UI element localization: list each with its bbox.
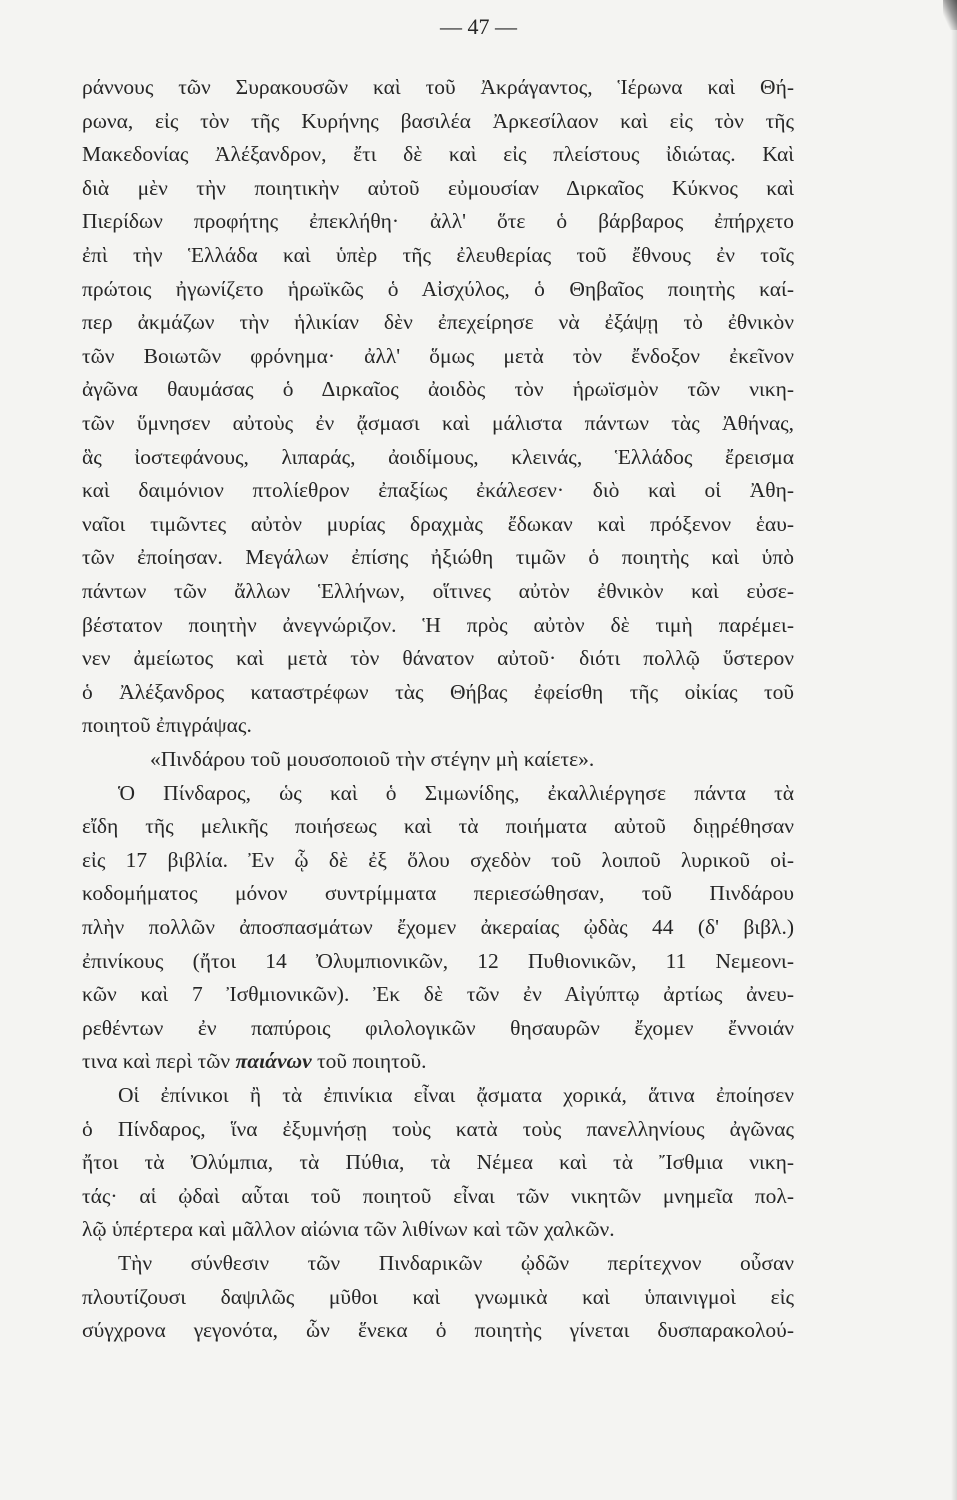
text-line: ὁ Ἀλέξανδρος καταστρέφων τὰς Θήβας ἐφείσθη τῆς οἰκίας τοῦ — [82, 679, 794, 704]
text-line: πάντων τῶν ἄλλων Ἑλλήνων, οἵτινες αὐτὸν ἐθνικὸν καὶ εὐσε- — [82, 579, 794, 603]
text-span: τινα καὶ περὶ τῶν — [82, 1049, 236, 1074]
text-line: εἰς 17 βιβλία. Ἐν ᾧ δὲ ἐξ ὅλου σχεδὸν τοῦ λοιποῦ λυρικοῦ οἰ- — [82, 847, 794, 872]
text-line: Οἱ ἐπίνικοι ἢ τὰ ἐπινίκια εἶναι ᾄσματα χορικά, ἅτινα ἐποίησεν — [118, 1083, 794, 1107]
text-line: ἐπινίκους (ἤτοι 14 Ὀλυμπιονικῶν, 12 Πυθιονικῶν, 11 Νεμεονι- — [82, 948, 794, 973]
text-line: ἃς ἰοστεφάνους, λιπαράς, ἀοιδίμους, κλεινάς, Ἑλλάδος ἔρεισμα — [82, 444, 794, 469]
text-line: Τὴν σύνθεσιν τῶν Πινδαρικῶν ᾠδῶν περίτεχνον οὖσαν — [118, 1251, 794, 1275]
text-line: Μακεδονίας Ἀλέξανδρον, ἔτι δὲ καὶ εἰς πλείστους ἰδιώτας. Καὶ — [82, 142, 794, 167]
text-line: ἀγῶνα θαυμάσας ὁ Διρκαῖος ἀοιδὸς τὸν ἡρωϊσμὸν τῶν νικη- — [82, 377, 794, 402]
text-line — [82, 1045, 794, 1077]
text-line: λῷ ὑπέρτερα καὶ μᾶλλον αἰώνια τῶν λιθίνων καὶ τῶν χαλκῶν. — [82, 1217, 615, 1242]
text-line: ποιητοῦ ἐπιγράψας. — [82, 713, 252, 738]
text-line: περ ἀκμάζων τὴν ἡλικίαν δὲν ἐπεχείρησε νὰ ἐξάψῃ τὸ ἐθνικὸν — [82, 310, 794, 335]
text-line: ρωνα, εἰς τὸν τῆς Κυρήνης βασιλέα Ἀρκεσίλαον καὶ εἰς τὸν τῆς — [82, 108, 794, 133]
text-line: ὁ Πίνδαρος, ἵνα ἐξυμνήσῃ τοὺς κατὰ τοὺς πανελληνίους ἀγῶνας — [82, 1116, 794, 1141]
text-line: βέστατον ποιητὴν ἀνεγνώριζον. Ἡ πρὸς αὐτὸν δὲ τιμὴ παρέμει- — [82, 612, 794, 637]
text-line: καὶ δαιμόνιον πτολίεθρον ἐπαξίως ἐκάλεσεν· διὸ καὶ οἱ Ἀθη- — [82, 478, 794, 503]
text-line: νεν ἀμείωτος καὶ μετὰ τὸν θάνατον αὐτοῦ· διότι πολλῷ ὕστερον — [82, 646, 794, 671]
text-line: τῶν ἐποίησαν. Μεγάλων ἐπίσης ἠξιώθη τιμῶν ὁ ποιητὴς καὶ ὑπὸ — [82, 545, 794, 570]
emphasized-word: παιάνων — [235, 1049, 312, 1074]
text-line: σύγχρονα γεγονότα, ὧν ἕνεκα ὁ ποιητὴς γίνεται δυσπαρακολού- — [82, 1318, 794, 1343]
text-line: ρεθέντων ἐν παπύροις φιλολογικῶν θησαυρῶν ἔχομεν ἔννοιάν — [82, 1015, 794, 1040]
text-line: κῶν καὶ 7 Ἰσθμιονικῶν). Ἐκ δὲ τῶν ἐν Αἰγύπτῳ ἀρτίως ἀνευ- — [82, 982, 794, 1007]
text-line: διὰ μὲν τὴν ποιητικὴν αὐτοῦ εὐμουσίαν Διρκαῖος Κύκνος καὶ — [82, 175, 794, 200]
text-line: πλουτίζουσι δαψιλῶς μῦθοι καὶ γνωμικὰ καὶ ὑπαινιγμοὶ εἰς — [82, 1284, 794, 1309]
text-span: τοῦ ποιητοῦ. — [311, 1049, 427, 1074]
text-line: πρώτοις ἠγωνίζετο ἡρωϊκῶς ὁ Αἰσχύλος, ὁ Θηβαῖος ποιητὴς καί- — [82, 276, 794, 301]
text-line: εἴδη τῆς μελικῆς ποιήσεως καὶ τὰ ποιήματα αὐτοῦ διῃρέθησαν — [82, 814, 794, 839]
page-number: — 47 — — [440, 14, 517, 39]
text-line: τῶν ὕμνησεν αὐτοὺς ἐν ᾄσμασι καὶ μάλιστα πάντων τὰς Ἀθήνας, — [82, 411, 794, 435]
text-line: τῶν Βοιωτῶν φρόνημα· ἀλλ' ὅμως μετὰ τὸν ἔνδοξον ἐκεῖνον — [82, 343, 794, 368]
text-line: κοδομήματος μόνον συντρίμματα περιεσώθησαν, τοῦ Πινδάρου — [82, 881, 794, 906]
text-line: «Πινδάρου τοῦ μουσοποιοῦ τὴν στέγην μὴ καίετε». — [150, 747, 595, 771]
text-line: Ὁ Πίνδαρος, ὡς καὶ ὁ Σιμωνίδης, ἐκαλλιέργησε πάντα τὰ — [118, 780, 794, 805]
text-line: ράννους τῶν Συρακουσῶν καὶ τοῦ Ἀκράγαντος, Ἱέρωνα καὶ Θή- — [82, 75, 794, 99]
text-line: ναῖοι τιμῶντες αὐτὸν μυρίας δραχμὰς ἔδωκαν καὶ πρόξενον ἑαυ- — [82, 511, 794, 536]
scan-edge-shadow — [951, 0, 957, 1500]
text-line: Πιερίδων προφήτης ἐπεκλήθη· ἀλλ' ὅτε ὁ βάρβαρος ἐπήρχετο — [82, 209, 794, 234]
text-line: ἐπὶ τὴν Ἑλλάδα καὶ ὑπὲρ τῆς ἐλευθερίας τοῦ ἔθνους ἐν τοῖς — [82, 243, 794, 267]
text-line: πλὴν πολλῶν ἀποσπασμάτων ἔχομεν ἀκεραίας ᾠδὰς 44 (δ' βιβλ.) — [82, 915, 794, 939]
text-line: ἤτοι τὰ Ὀλύμπια, τὰ Πύθια, τὰ Νέμεα καὶ τὰ Ἴσθμια νικη- — [82, 1150, 794, 1175]
text-line: τάς· αἱ ᾠδαὶ αὗται τοῦ ποιητοῦ εἶναι τῶν νικητῶν μνημεῖα πολ- — [82, 1183, 794, 1208]
